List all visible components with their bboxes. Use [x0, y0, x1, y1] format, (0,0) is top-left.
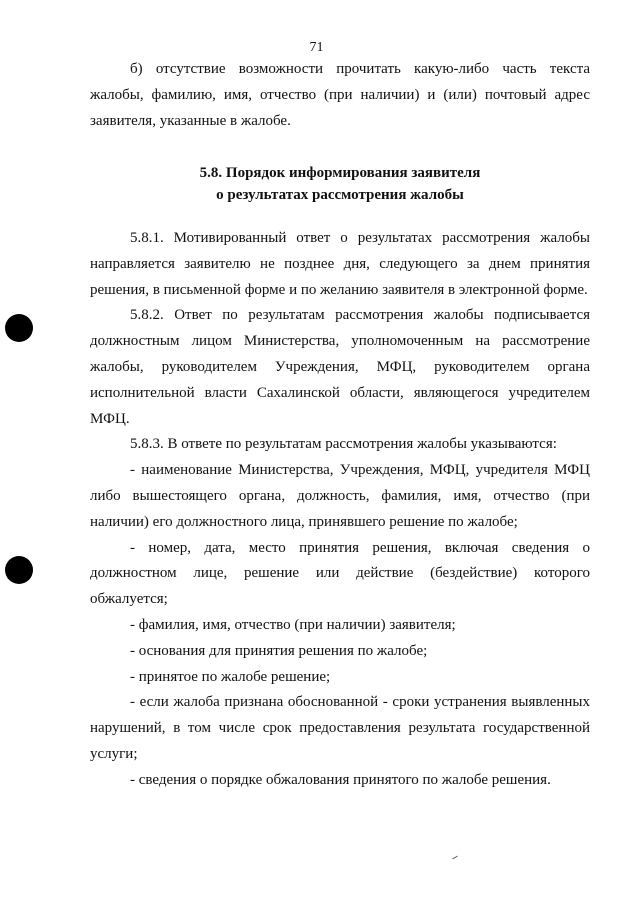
paragraph-5-8-3: 5.8.3. В ответе по результатам рассмотрения жалобы указываются:: [130, 436, 557, 453]
paragraph-5-8-1: 5.8.1. Мотивированный ответ о результатах рассмотрения жалобы направляется заявителю не позднее дня, следующего за днем принятия решения, в письменной форме и по желанию заявителя в электронной форме.: [90, 230, 590, 298]
section-heading-line2: о результатах рассмотрения жалобы: [216, 187, 464, 203]
scan-speck: [452, 856, 458, 860]
list-item: - если жалоба признана обоснованной - сроки устранения выявленных нарушений, в том числе срок предоставления результата государственной услуги;: [90, 694, 590, 762]
paragraph-5-8-2: 5.8.2. Ответ по результатам рассмотрения жалобы подписывается должностным лицом Министерства, уполномоченным на рассмотрение жалобы, руководителем Учреждения, МФЦ, руководителем органа исполнительной власти Сахалинской области, являющегося учредителем МФЦ.: [90, 307, 590, 427]
list-item: - принятое по жалобе решение;: [130, 668, 331, 685]
list-item: - сведения о порядке обжалования принятого по жалобе решения.: [130, 771, 551, 788]
list-item: - номер, дата, место принятия решения, включая сведения о должностном лице, решение или действие (бездействие) которого обжалуется;: [90, 539, 590, 608]
punch-hole-bottom: [5, 556, 33, 584]
body-text-block: [90, 226, 590, 794]
list-item: - фамилия, имя, отчество (при наличии) заявителя;: [130, 616, 456, 633]
paragraph-b: б) отсутствие возможности прочитать какую-либо часть текста жалобы, фамилию, имя, отчество (при наличии) и (или) почтовый адрес заявителя, указанные в жалобе.: [90, 61, 590, 129]
list-item: - наименование Министерства, Учреждения, МФЦ, учредителя МФЦ либо вышестоящего органа, должность, фамилия, имя, отчество (при наличии) его должностного лица, принявшего решение по жалобе;: [90, 462, 590, 530]
punch-hole-top: [5, 314, 33, 342]
section-heading-line1: 5.8. Порядок информирования заявителя: [199, 165, 481, 181]
list-item: - основания для принятия решения по жалобе;: [130, 642, 428, 659]
page-number: 71: [309, 40, 324, 55]
section-heading: [90, 162, 590, 206]
top-text-block: [90, 57, 590, 134]
